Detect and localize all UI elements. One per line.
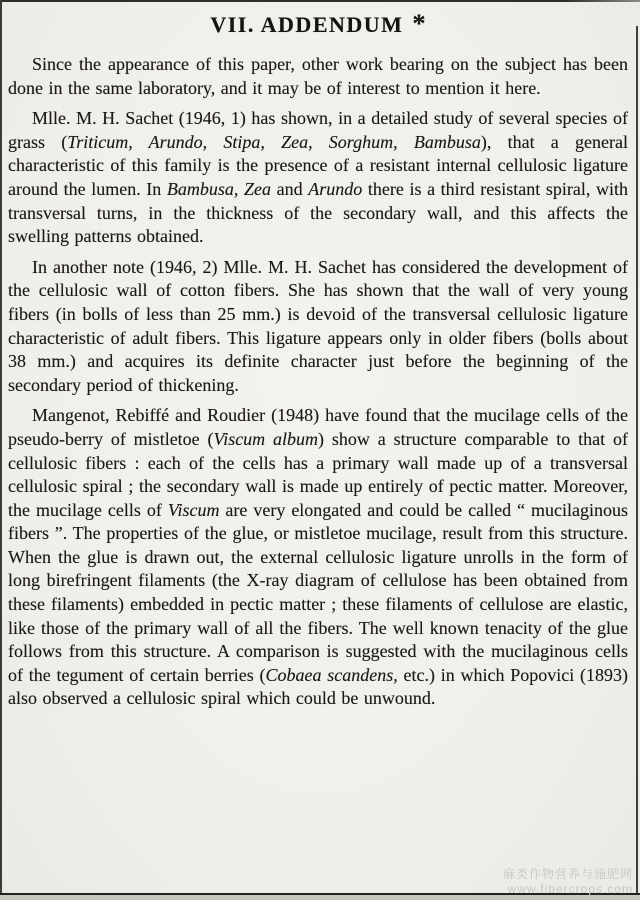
section-title-text: VII. ADDENDUM bbox=[210, 12, 404, 37]
section-title bbox=[8, 8, 628, 39]
italic-term: Cobaea scandens, bbox=[265, 664, 398, 685]
watermark-url: www.fibercrops.com bbox=[507, 882, 633, 896]
text-segment: etc.) in which Popovici (1893) also observed a cellulosic spiral which could be unwound. bbox=[8, 664, 628, 709]
text-segment: Since the appearance of this paper, other work bearing on the subject has been done in the same laboratory, and it may be of interest to mention it here. bbox=[8, 54, 628, 98]
text-segment: are very elongated and could be called “ mucilaginous fibers ”. The properties of the glue, or mistletoe mucilage, result from this structure. When the glue is drawn out, the external cellulosic ligature unrolls in the form of long birefringent filaments (the X-ray diagram of cellulose has been obtained from these filaments) embedded in pectic matter ; these filaments of cellulose are elastic, like those of the primary wall of all the fibers. The well known tenacity of the glue follows from this structure. A comparison is suggested with the mucilaginous cells of the tegument of certain berries ( bbox=[8, 499, 628, 685]
italic-term: Bambusa, Zea bbox=[166, 178, 272, 199]
watermark bbox=[503, 867, 633, 897]
italic-term: Triticum, Arundo, Stipa, Zea, Sorghum, Bambusa bbox=[67, 131, 481, 152]
italic-term: Viscum bbox=[167, 499, 220, 520]
paragraph-1 bbox=[8, 53, 628, 100]
page-edge-left bbox=[0, 0, 2, 900]
paragraph-3 bbox=[8, 256, 628, 398]
text-segment: Mlle. M. H. Sachet (1946, 1) has shown, in a detailed study of several species of grass ( bbox=[8, 108, 628, 152]
page-edge-top bbox=[0, 0, 640, 2]
text-segment: there is a third resistant spiral, with transversal turns, in the thickness of the secondary wall, and this affects the swelling patterns obtained. bbox=[8, 178, 628, 247]
text-segment: ), that a general characteristic of this family is the presence of a resistant internal cellulosic ligature around the lumen. In bbox=[8, 131, 628, 199]
italic-term: Arundo bbox=[308, 178, 363, 199]
paragraph-4 bbox=[8, 404, 628, 711]
body-text bbox=[8, 53, 628, 711]
text-segment: In another note (1946, 2) Mlle. M. H. Sachet has considered the development of the cellulosic wall of cotton fibers. She has shown that the wall of very young fibers (in bolls of less than 25 mm.) is devoid of the transversal cellulosic ligature characteristic of adult fibers. This ligature appears only in older fibers (bolls about 38 mm.) and acquires its definite character just before the beginning of the secondary period of thickening. bbox=[8, 256, 628, 395]
watermark-site-name: 麻类作物营养与施肥网 bbox=[502, 867, 633, 881]
text-segment: and bbox=[271, 178, 309, 199]
page-edge-right bbox=[636, 26, 638, 893]
paragraph-2 bbox=[8, 107, 628, 249]
footnote-marker: * bbox=[412, 8, 426, 38]
page-content bbox=[8, 6, 628, 892]
text-segment: Mangenot, Rebiffé and Roudier (1948) have found that the mucilage cells of the pseudo-berry of mistletoe ( bbox=[8, 405, 628, 449]
text-segment: ) show a structure comparable to that of cellulosic fibers : each of the cells has a primary wall made up of a transversal cellulosic spiral ; the secondary wall is made up entirely of pectic matter. Moreover, the mucilage cells of bbox=[8, 428, 628, 520]
italic-term: Viscum album bbox=[213, 428, 319, 449]
